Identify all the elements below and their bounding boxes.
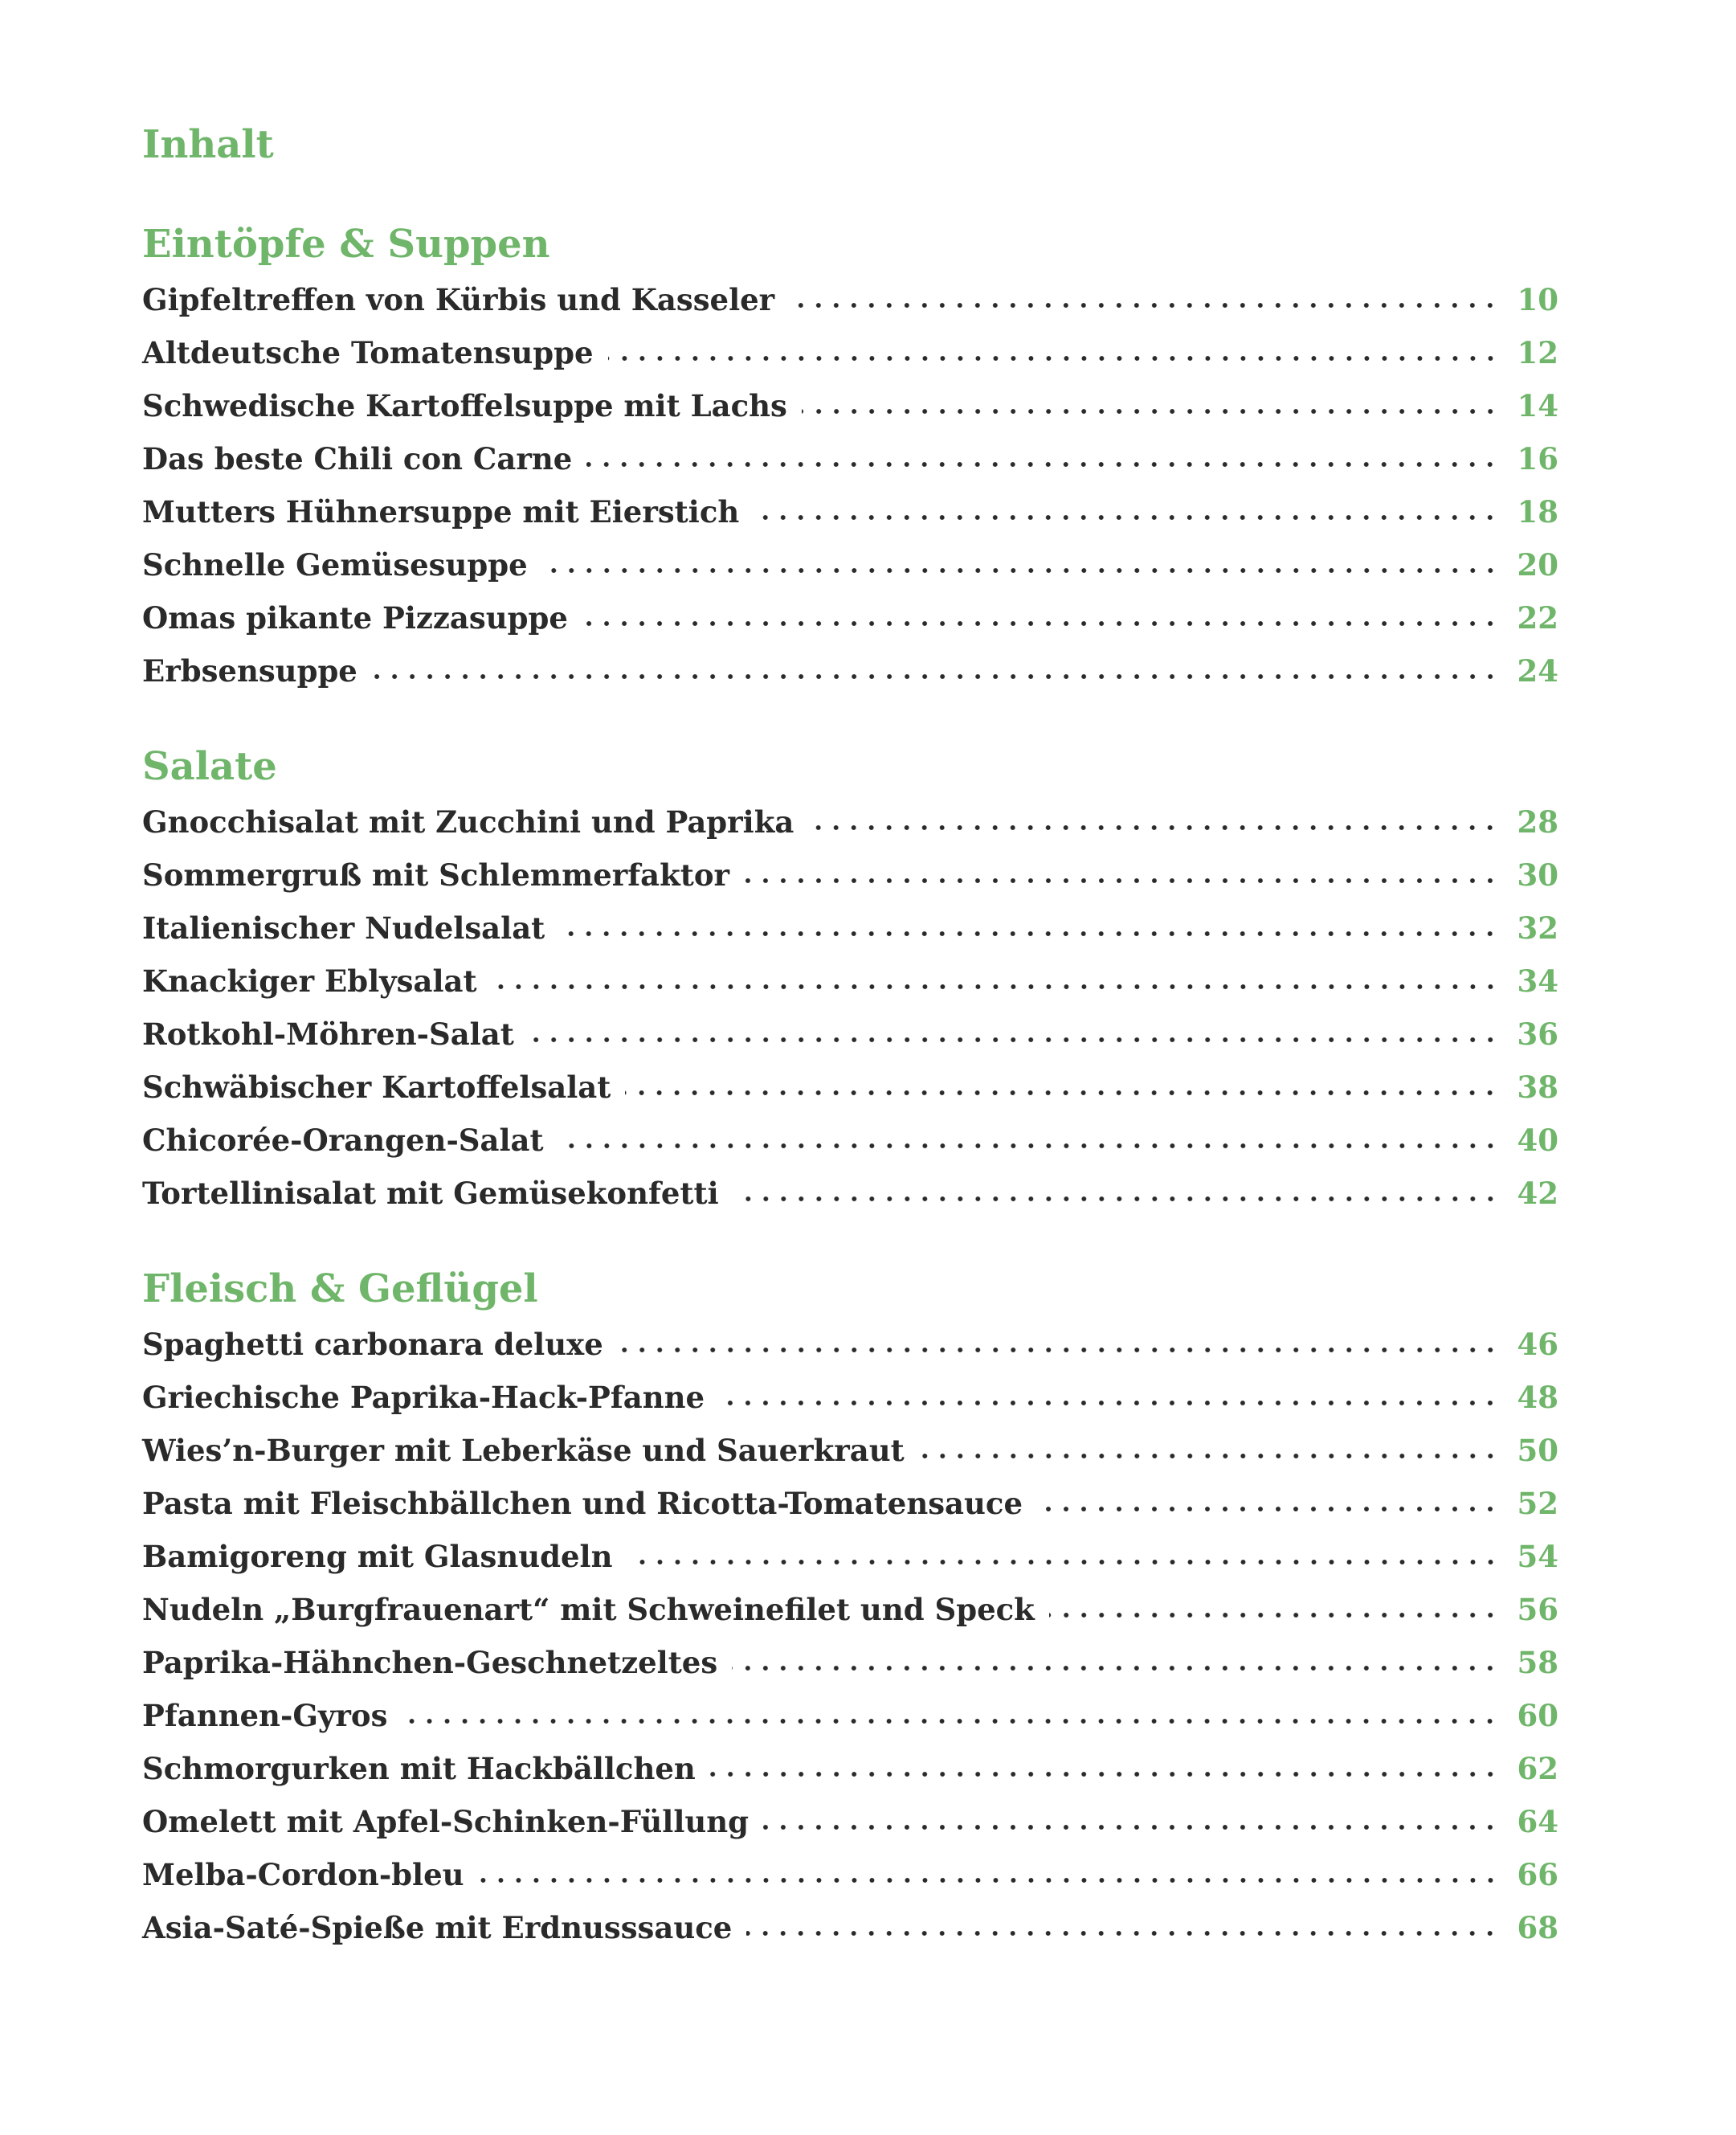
dot-leader [789, 303, 1499, 308]
entry-title: Wies’n-Burger mit Leberkäse und Sauerkraut [142, 1433, 905, 1468]
entry-page-number: 16 [1517, 441, 1558, 476]
entry-page-number: 10 [1517, 282, 1558, 317]
dot-leader [808, 825, 1499, 830]
dot-leader [586, 462, 1499, 467]
dot-leader [627, 1560, 1500, 1564]
toc-entry[interactable] [142, 485, 1558, 538]
toc-entry[interactable] [142, 1424, 1558, 1477]
toc-entry[interactable] [142, 1167, 1558, 1220]
entry-title: Griechische Paprika-Hack-Pfanne [142, 1380, 705, 1415]
toc-section [142, 1265, 1558, 1954]
toc-entry[interactable] [142, 1008, 1558, 1061]
entry-title: Omelett mit Apfel-Schinken-Füllung [142, 1804, 750, 1839]
entry-title: Knackiger Eblysalat [142, 963, 477, 999]
toc-entry[interactable] [142, 1689, 1558, 1742]
entry-page-number: 42 [1517, 1176, 1558, 1211]
toc-entry[interactable] [142, 902, 1558, 955]
entry-title: Bamigoreng mit Glasnudeln [142, 1539, 613, 1574]
entry-title: Schnelle Gemüsesuppe [142, 547, 528, 583]
entry-page-number: 18 [1517, 494, 1558, 530]
dot-leader [529, 1037, 1499, 1042]
entry-page-number: 20 [1517, 547, 1558, 583]
dot-leader [754, 515, 1499, 520]
dot-leader [542, 568, 1499, 573]
dot-leader [558, 1143, 1499, 1148]
entry-title: Schwäbischer Kartoffelsalat [142, 1070, 611, 1105]
toc-entry[interactable] [142, 1371, 1558, 1424]
entry-page-number: 50 [1517, 1433, 1558, 1468]
entry-page-number: 30 [1517, 857, 1558, 893]
entry-title: Schwedische Kartoffelsuppe mit Lachs [142, 388, 787, 423]
entry-page-number: 12 [1517, 335, 1558, 370]
entry-title: Altdeutsche Tomatensuppe [142, 335, 594, 370]
entry-title: Erbsensuppe [142, 653, 357, 689]
entry-page-number: 14 [1517, 388, 1558, 423]
dot-leader [618, 1348, 1499, 1352]
toc-entry[interactable] [142, 1848, 1558, 1901]
dot-leader [1049, 1613, 1499, 1618]
entry-title: Schmorgurken mit Hackbällchen [142, 1751, 696, 1786]
toc-entry[interactable] [142, 379, 1558, 432]
toc-entry[interactable] [142, 955, 1558, 1008]
entry-page-number: 62 [1517, 1751, 1558, 1786]
dot-leader [582, 621, 1499, 626]
entry-page-number: 52 [1517, 1486, 1558, 1521]
toc-entry[interactable] [142, 1477, 1558, 1530]
dot-leader [625, 1090, 1499, 1095]
entry-title: Sommergruß mit Schlemmerfaktor [142, 857, 730, 893]
table-of-contents [142, 121, 1558, 1999]
entry-page-number: 32 [1517, 910, 1558, 946]
dot-leader [1037, 1507, 1499, 1511]
entry-page-number: 60 [1517, 1698, 1558, 1733]
entry-page-number: 28 [1517, 804, 1558, 840]
entry-page-number: 68 [1517, 1910, 1558, 1945]
toc-entry[interactable] [142, 1318, 1558, 1371]
entry-title: Paprika-Hähnchen-Geschnetzeltes [142, 1645, 718, 1680]
toc-entry[interactable] [142, 796, 1558, 849]
entry-title: Mutters Hühnersuppe mit Eierstich [142, 494, 740, 530]
dot-leader [744, 878, 1499, 883]
dot-leader [763, 1825, 1499, 1830]
entry-page-number: 64 [1517, 1804, 1558, 1839]
dot-leader [732, 1666, 1499, 1671]
entry-title: Tortellinisalat mit Gemüsekonfetti [142, 1176, 719, 1211]
dot-leader [802, 409, 1499, 414]
entry-page-number: 36 [1517, 1016, 1558, 1052]
entry-title: Italienischer Nudelsalat [142, 910, 545, 946]
toc-entry[interactable] [142, 1061, 1558, 1114]
dot-leader [492, 984, 1499, 989]
entry-page-number: 48 [1517, 1380, 1558, 1415]
toc-entry[interactable] [142, 1530, 1558, 1583]
dot-leader [372, 674, 1499, 679]
toc-entry[interactable] [142, 1636, 1558, 1689]
entry-title: Rotkohl-Möhren-Salat [142, 1016, 514, 1052]
entry-title: Pasta mit Fleischbällchen und Ricotta-Tomatensauce [142, 1486, 1023, 1521]
dot-leader [733, 1196, 1499, 1201]
entry-page-number: 22 [1517, 600, 1558, 636]
toc-entry[interactable] [142, 849, 1558, 902]
toc-entry[interactable] [142, 1742, 1558, 1795]
toc-entry[interactable] [142, 432, 1558, 485]
entry-page-number: 24 [1517, 653, 1558, 689]
dot-leader [746, 1931, 1499, 1936]
toc-entry[interactable] [142, 591, 1558, 644]
toc-entry[interactable] [142, 326, 1558, 379]
toc-entry[interactable] [142, 1901, 1558, 1954]
page-title: Inhalt [142, 122, 274, 167]
dot-leader [559, 931, 1499, 936]
entry-title: Asia-Saté-Spieße mit Erdnusssauce [142, 1910, 733, 1945]
dot-leader [608, 356, 1499, 361]
entry-page-number: 58 [1517, 1645, 1558, 1680]
entry-page-number: 66 [1517, 1857, 1558, 1892]
dot-leader [719, 1401, 1499, 1405]
entry-title: Omas pikante Pizzasuppe [142, 600, 568, 636]
section-heading: Eintöpfe & Suppen [142, 222, 550, 267]
section-heading: Salate [142, 744, 277, 789]
dot-leader [479, 1878, 1499, 1883]
entry-title: Das beste Chili con Carne [142, 441, 573, 476]
toc-entry[interactable] [142, 1795, 1558, 1848]
entry-page-number: 34 [1517, 963, 1558, 999]
dot-leader [710, 1772, 1499, 1777]
toc-entry[interactable] [142, 273, 1558, 326]
entry-title: Chicorée-Orangen-Salat [142, 1123, 544, 1158]
dot-leader [919, 1454, 1499, 1458]
entry-page-number: 38 [1517, 1070, 1558, 1105]
entry-title: Nudeln „Burgfrauenart“ mit Schweinefilet und Speck [142, 1592, 1035, 1627]
entry-title: Gnocchisalat mit Zucchini und Paprika [142, 804, 794, 840]
entry-page-number: 54 [1517, 1539, 1558, 1574]
entry-title: Gipfeltreffen von Kürbis und Kasseler [142, 282, 775, 317]
entry-page-number: 40 [1517, 1123, 1558, 1158]
toc-entry[interactable] [142, 644, 1558, 697]
entry-title: Melba-Cordon-bleu [142, 1857, 464, 1892]
toc-section [142, 742, 1558, 1220]
dot-leader [402, 1719, 1499, 1724]
toc-sections [142, 220, 1558, 1954]
entry-page-number: 46 [1517, 1327, 1558, 1362]
toc-entry[interactable] [142, 1114, 1558, 1167]
entry-title: Spaghetti carbonara deluxe [142, 1327, 603, 1362]
section-heading: Fleisch & Geflügel [142, 1266, 538, 1311]
toc-entry[interactable] [142, 1583, 1558, 1636]
toc-section [142, 220, 1558, 697]
entry-page-number: 56 [1517, 1592, 1558, 1627]
entry-title: Pfannen-Gyros [142, 1698, 388, 1733]
toc-entry[interactable] [142, 538, 1558, 591]
